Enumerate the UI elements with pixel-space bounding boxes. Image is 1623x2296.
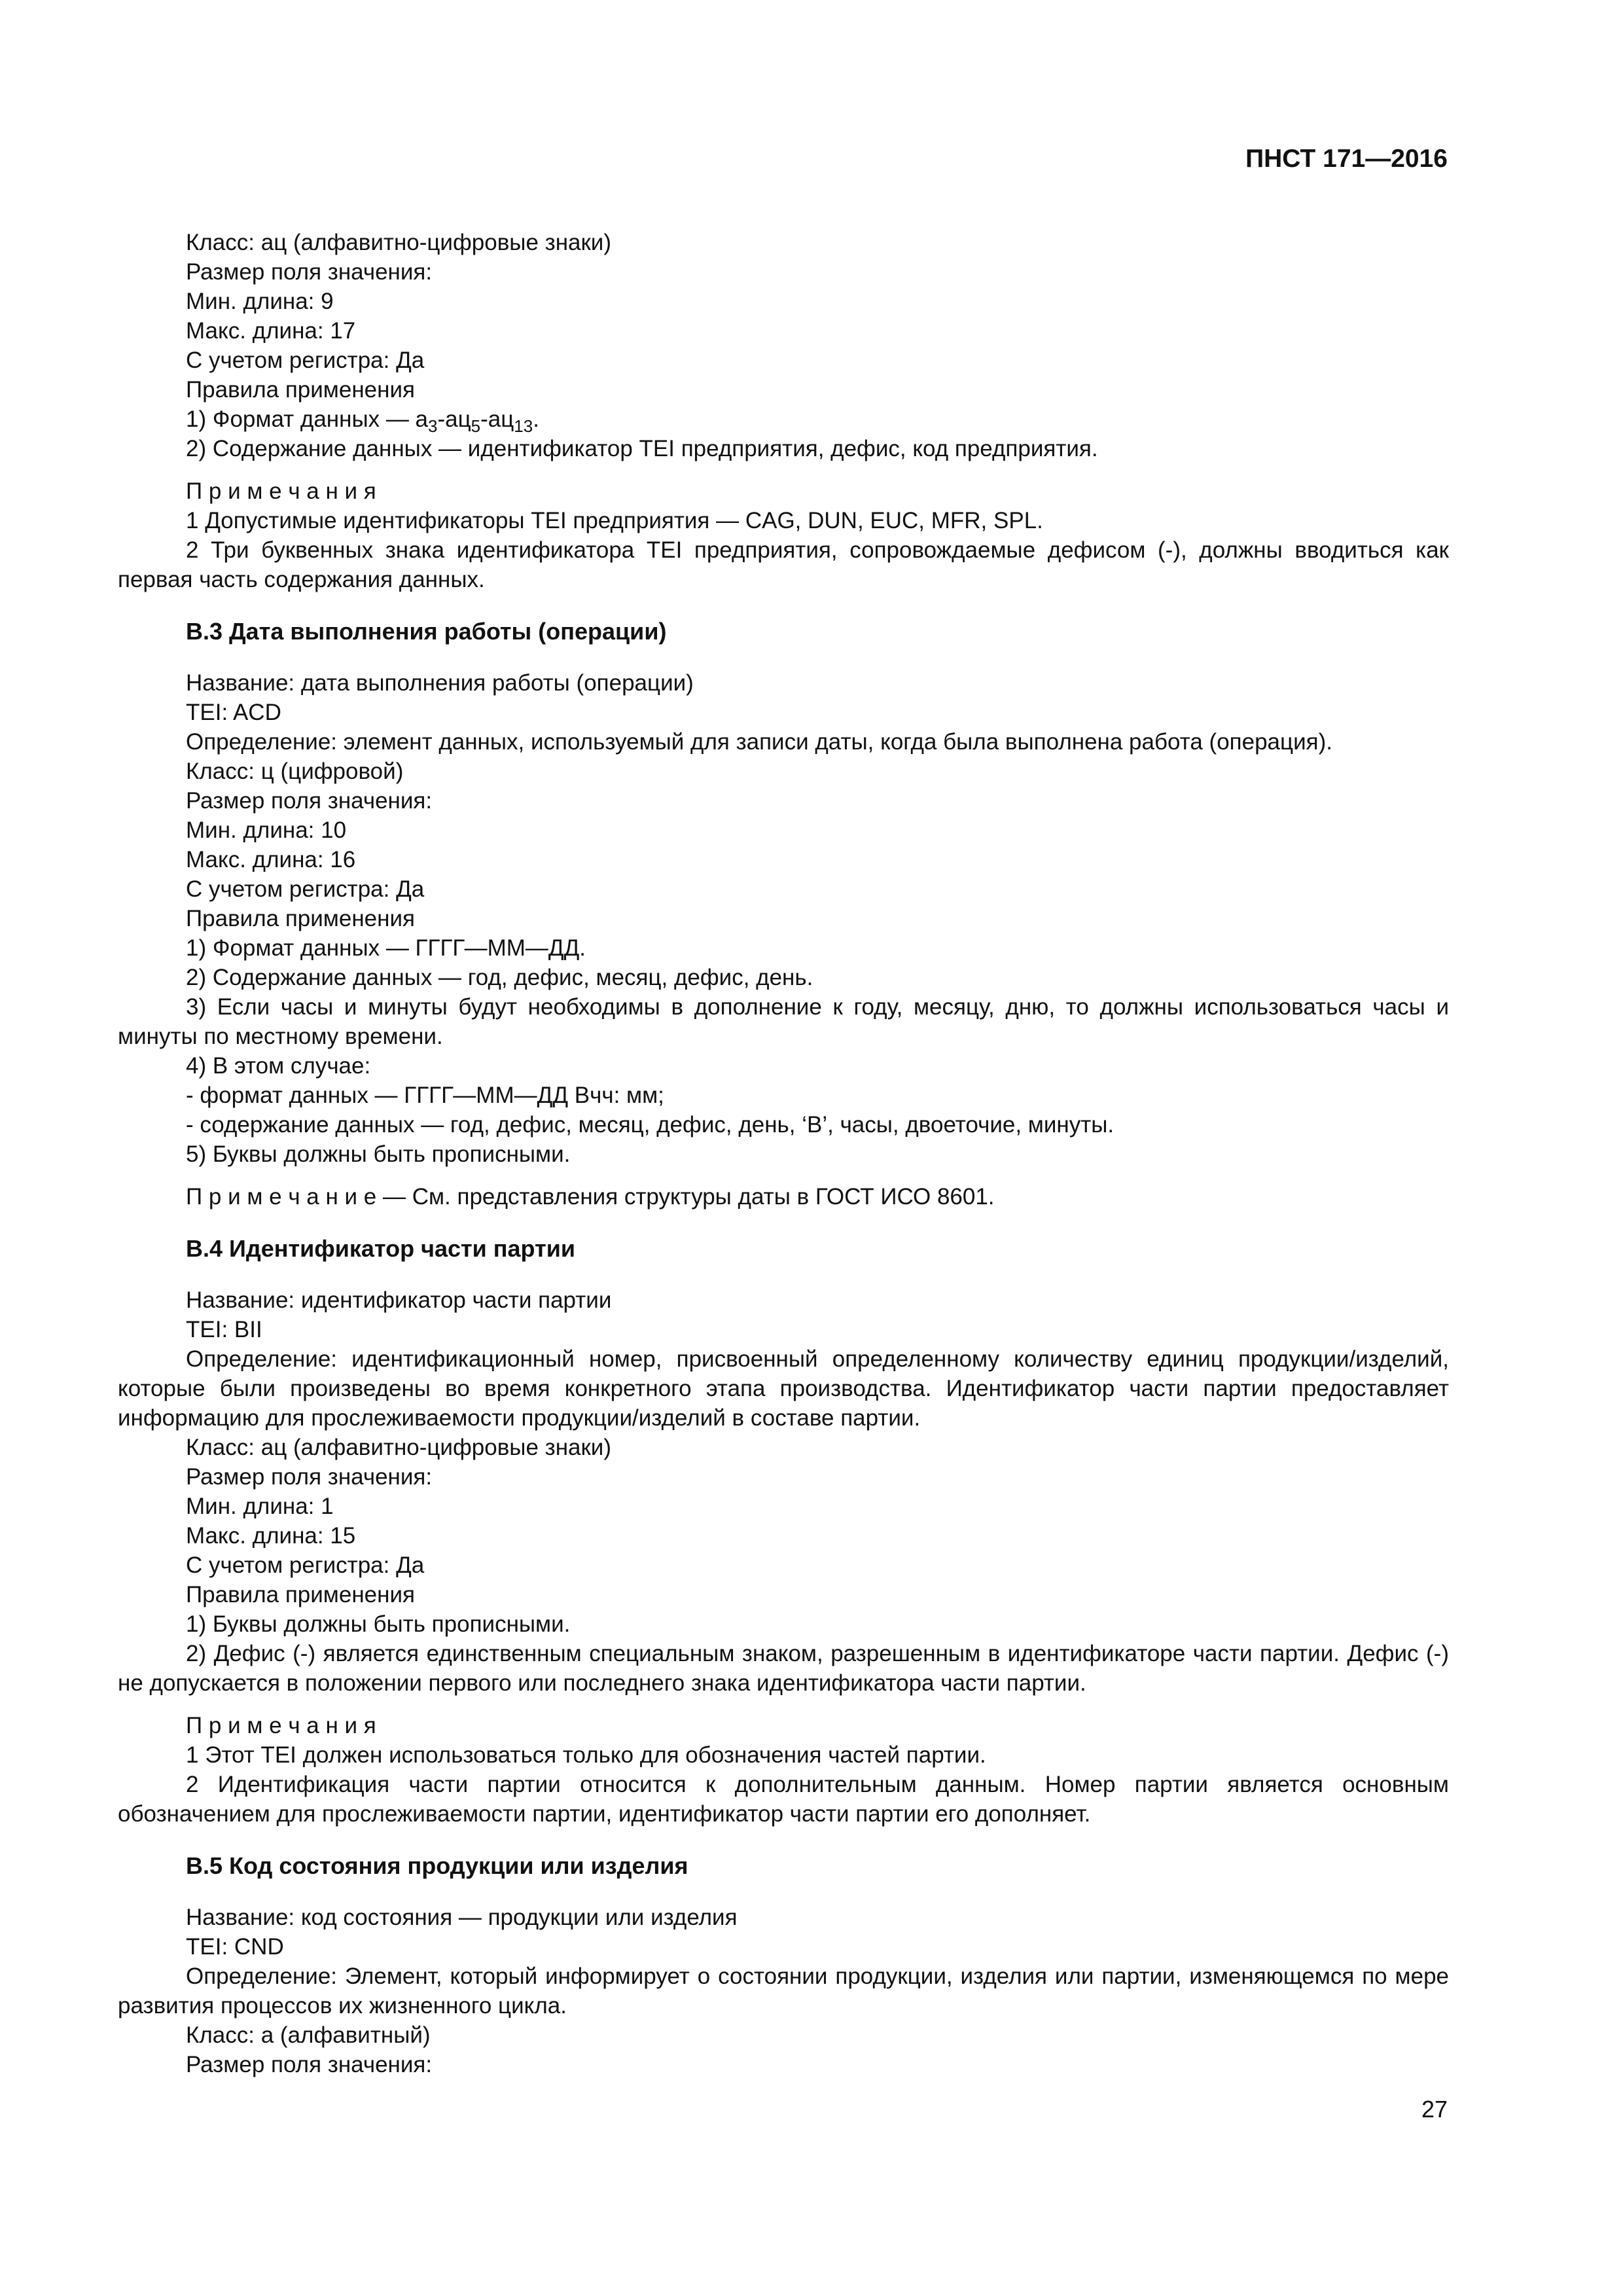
field-line: 1) Формат данных — ГГГГ—ММ—ДД. [186, 935, 586, 961]
definition-paragraph: Определение: идентификационный номер, присвоенный определенному количеству единиц продукции/изделий, которые были произведены во время конкретного этапа производства. Идентификатор части партии предоставляет информацию для прослеживаемости продукции/изделий в составе партии. [118, 1346, 1449, 1431]
field-line: - содержание данных — год, дефис, месяц, дефис, день, ‘В’, часы, двоеточие, минуты. [186, 1112, 1115, 1138]
section-heading-b3: В.3 Дата выполнения работы (операции) [186, 618, 667, 645]
page-content [118, 228, 1449, 2079]
document-id-header: ПНСТ 171—2016 [1245, 145, 1448, 173]
field-line: Размер поля значения: [186, 2052, 433, 2077]
field-line: С учетом регистра: Да [186, 1552, 425, 1578]
field-line: Правила применения [186, 377, 415, 403]
definition-paragraph: Определение: Элемент, который информирует о состоянии продукции, изделия или партии, изменяющемся по мере развития процессов их жизненного цикла. [118, 1964, 1449, 2018]
field-line: С учетом регистра: Да [186, 876, 425, 902]
section-heading-b5: В.5 Код состояния продукции или изделия [186, 1852, 688, 1879]
field-line: Мин. длина: 9 [186, 289, 334, 314]
note-item: 2 Идентификация части партии относится к дополнительным данным. Номер партии является основным обозначением для прослеживаемости партии, идентификатор части партии его дополняет. [118, 1772, 1449, 1827]
field-line: TEI: BII [186, 1317, 262, 1342]
field-line: Класс: ац (алфавитно-цифровые знаки) [186, 230, 612, 255]
field-line: Правила применения [186, 906, 415, 931]
note-item: 2 Три буквенных знака идентификатора TEI предприятия, сопровождаемые дефисом (-), должны вводиться как первая часть содержания данных. [118, 537, 1449, 592]
field-line: Класс: ц (цифровой) [186, 759, 404, 784]
content-rule: 2) Содержание данных — идентификатор TEI предприятия, дефис, код предприятия. [186, 436, 1098, 461]
field-line: Определение: элемент данных, используемый для записи даты, когда была выполнена работа (операция). [186, 729, 1332, 755]
note-text: — См. представления структуры даты в ГОСТ ИСО 8601. [376, 1184, 995, 1210]
notes-title: П р и м е ч а н и я [186, 1713, 376, 1738]
field-line: Размер поля значения: [186, 1464, 433, 1490]
field-line: TEI: ACD [186, 700, 281, 725]
field-line: Мин. длина: 1 [186, 1494, 334, 1519]
note-item: 1 Этот TEI должен использоваться только для обозначения частей партии. [186, 1742, 986, 1768]
field-line: - формат данных — ГГГГ—ММ—ДД Bчч: мм; [186, 1083, 664, 1108]
field-line: С учетом регистра: Да [186, 348, 425, 373]
note-line [118, 1182, 1449, 1211]
section-heading-b4: В.4 Идентификатор части партии [186, 1235, 575, 1262]
field-line: Класс: а (алфавитный) [186, 2022, 431, 2048]
format-rule: 1) Формат данных — $а_3-ац_5-ац_{13}$. [186, 406, 539, 436]
field-line: TEI: CND [186, 1934, 284, 1960]
field-line: 1) Буквы должны быть прописными. [186, 1611, 571, 1637]
field-line: Класс: ац (алфавитно-цифровые знаки) [186, 1435, 612, 1460]
rule-paragraph: 3) Если часы и минуты будут необходимы в дополнение к году, месяцу, дню, то должны использоваться часы и минуты по местному времени. [118, 994, 1449, 1049]
field-line: Макс. длина: 17 [186, 318, 356, 344]
field-line: Макс. длина: 16 [186, 847, 356, 872]
field-line: Макс. длина: 15 [186, 1523, 356, 1549]
field-line: 4) В этом случае: [186, 1053, 371, 1079]
field-line: Размер поля значения: [186, 788, 433, 814]
rule-paragraph: 2) Дефис (-) является единственным специальным знаком, разрешенным в идентификаторе части партии. Дефис (-) не допускается в положении первого или последнего знака идентификатора части партии. [118, 1641, 1449, 1696]
field-line: Правила применения [186, 1582, 415, 1607]
notes-title: П р и м е ч а н и я [186, 478, 376, 504]
page-number: 27 [1421, 2096, 1448, 2123]
field-line: 5) Буквы должны быть прописными. [186, 1141, 571, 1167]
note-label: П р и м е ч а н и е [186, 1184, 377, 1210]
field-line: Название: дата выполнения работы (операции) [186, 670, 694, 696]
field-line: Название: код состояния — продукции или изделия [186, 1905, 738, 1930]
field-line: Название: идентификатор части партии [186, 1287, 612, 1313]
field-line: 2) Содержание данных — год, дефис, месяц, дефис, день. [186, 965, 813, 990]
note-item: 1 Допустимые идентификаторы TEI предприятия — CAG, DUN, EUC, MFR, SPL. [186, 508, 1043, 533]
field-line: Размер поля значения: [186, 259, 433, 285]
field-line: Мин. длина: 10 [186, 817, 347, 843]
